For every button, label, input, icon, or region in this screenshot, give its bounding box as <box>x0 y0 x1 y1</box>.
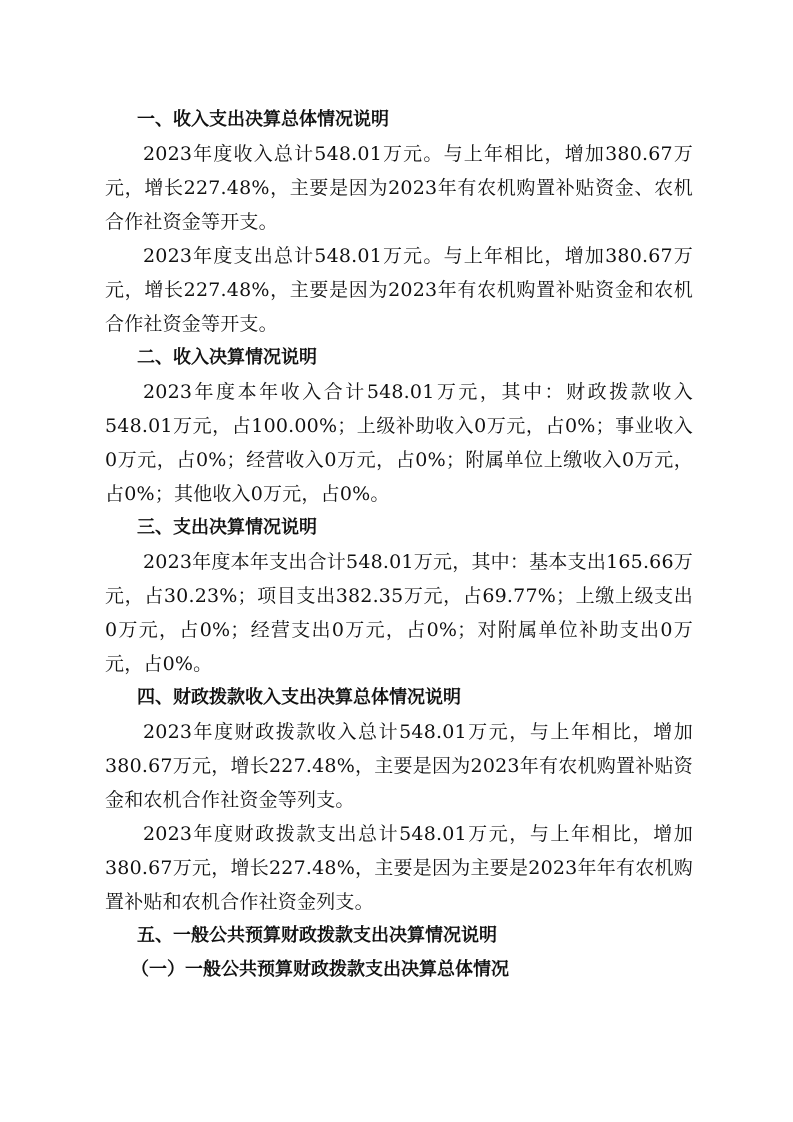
section-4-paragraph-1: 2023年度财政拨款收入总计548.01万元，与上年相比，增加380.67万元，增长227.48%，主要是因为2023年有农机购置补贴资金和农机合作社资金等列支。 <box>105 721 693 811</box>
section-4-paragraph-2: 2023年度财政拨款支出总计548.01万元，与上年相比，增加380.67万元，增长227.48%，主要是因为主要是2023年年有农机购置补贴和农机合作社资金列支。 <box>105 823 693 913</box>
section-heading-1: 一、收入支出决算总体情况说明 <box>137 109 389 130</box>
section-heading-2: 二、收入决算情况说明 <box>137 347 317 368</box>
section-3-paragraph-1: 2023年度本年支出合计548.01万元，其中：基本支出165.66万元，占30.23%；项目支出382.35万元，占69.77%；上缴上级支出0万元，占0%；经营支出0万元，占0%；对附属单位补助支出0万元，占0%。 <box>105 551 693 675</box>
section-1-paragraph-2: 2023年度支出总计548.01万元。与上年相比，增加380.67万元，增长227.48%，主要是因为2023年有农机购置补贴资金和农机合作社资金等开支。 <box>105 245 693 335</box>
section-heading-3: 三、支出决算情况说明 <box>137 517 317 538</box>
section-1-paragraph-1: 2023年度收入总计548.01万元。与上年相比，增加380.67万元，增长227.48%，主要是因为2023年有农机购置补贴资金、农机合作社资金等开支。 <box>105 143 693 233</box>
document-page <box>105 103 693 987</box>
section-heading-4: 四、财政拨款收入支出决算总体情况说明 <box>137 687 461 708</box>
section-2-paragraph-1: 2023年度本年收入合计548.01万元，其中：财政拨款收入548.01万元，占100.00%；上级补助收入0万元，占0%；事业收入0万元，占0%；经营收入0万元，占0%；附属单位上缴收入0万元，占0%；其他收入0万元，占0%。 <box>105 381 693 505</box>
section-heading-5: 五、一般公共预算财政拨款支出决算情况说明 <box>137 925 497 946</box>
subsection-heading: （一）一般公共预算财政拨款支出决算总体情况 <box>131 959 509 980</box>
